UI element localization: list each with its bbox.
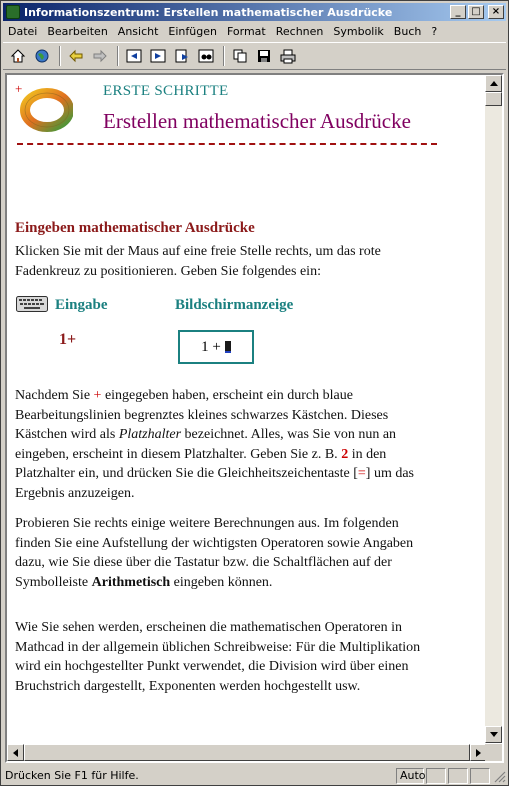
maximize-button[interactable]: □ — [468, 5, 484, 19]
column-label-display: Bildschirmanzeige — [175, 297, 294, 313]
resize-grip-icon[interactable] — [492, 769, 506, 783]
toolbar-name: Arithmetisch — [91, 574, 171, 590]
scroll-down-button[interactable] — [485, 726, 502, 743]
copy-icon[interactable] — [229, 45, 251, 67]
mathcad-logo-icon — [15, 83, 73, 133]
arrow-right-icon — [476, 749, 481, 757]
vertical-scrollbar[interactable] — [485, 75, 502, 743]
placeholder-box — [225, 341, 231, 353]
toolbar-separator — [117, 46, 119, 66]
svg-text:+: + — [15, 83, 23, 96]
menu-format[interactable]: Format — [226, 25, 266, 38]
text-run: Probieren Sie rechts einige weitere Berechnungen aus. Im folgenden finden Sie eine Aufstellung der wichtigsten Operatoren sowie Angaben dazu, wie Sie diese über die Tastatur bzw. die Schaltflächen auf der Symbolleiste — [15, 516, 414, 590]
example-display — [178, 330, 254, 364]
equals-key: = — [357, 466, 366, 481]
column-label-input: Eingabe — [55, 297, 108, 313]
status-pane-empty — [426, 768, 446, 784]
status-pane-empty — [448, 768, 468, 784]
menu-bar — [3, 22, 506, 41]
keyboard-icon — [16, 296, 48, 312]
section-title: Eingeben mathematischer Ausdrücke — [15, 220, 255, 236]
kicker: ERSTE SCHRITTE — [103, 83, 229, 99]
toolbar-separator — [59, 46, 61, 66]
menu-bearbeiten[interactable]: Bearbeiten — [47, 25, 108, 38]
arrow-down-icon — [490, 732, 498, 737]
back-arrow-icon[interactable] — [65, 45, 87, 67]
text-run: bezeichnet. Alles, was Sie von nun an eingeben, erscheint in diesem Platzhalter. Geben Sie z. B. — [15, 427, 397, 462]
dashed-divider — [17, 143, 437, 145]
example-display-text: 1 + — [201, 338, 221, 355]
key-two: 2 — [341, 446, 349, 462]
arrow-up-icon — [490, 81, 498, 86]
toolbar-separator — [223, 46, 225, 66]
text-run: eingegeben haben, erscheint ein durch blaue Bearbeitungslinien begrenztes kleines schwarzes Kästchen. Dieses Kästchen wird als — [15, 388, 389, 442]
next-topic-icon[interactable] — [147, 45, 169, 67]
forward-arrow-icon[interactable] — [89, 45, 111, 67]
term-platzhalter: Platzhalter — [118, 427, 182, 442]
intro-paragraph: Klicken Sie mit der Maus auf eine freie Stelle rechts, um das rote Fadenkreuz zu positionieren. Geben Sie folgendes ein: — [15, 244, 381, 279]
save-icon[interactable] — [253, 45, 275, 67]
help-page[interactable] — [7, 75, 487, 743]
operators-paragraph — [15, 514, 425, 592]
minimize-button[interactable]: _ — [450, 5, 466, 19]
example-input: 1+ — [59, 331, 77, 348]
horizontal-scrollbar[interactable] — [7, 744, 487, 761]
page-title: Erstellen mathematischer Ausdrücke — [103, 109, 411, 133]
scroll-up-button[interactable] — [485, 75, 502, 92]
toc-icon[interactable] — [171, 45, 193, 67]
window-title: Informationszentrum: Erstellen mathematischer Ausdrücke — [24, 5, 393, 19]
status-bar — [3, 766, 506, 785]
print-icon[interactable] — [277, 45, 299, 67]
text-run: Nachdem Sie — [15, 388, 94, 403]
arrow-left-icon — [13, 749, 18, 757]
status-pane-empty — [470, 768, 490, 784]
status-hint: Drücken Sie F1 für Hilfe. — [5, 769, 139, 782]
scroll-corner — [485, 744, 502, 761]
scroll-left-button[interactable] — [7, 744, 24, 761]
prev-topic-icon[interactable] — [123, 45, 145, 67]
home-icon[interactable] — [7, 45, 29, 67]
content-frame — [5, 73, 504, 763]
status-mode: Auto — [396, 768, 424, 784]
toolbar — [3, 42, 506, 70]
close-button[interactable]: × — [488, 5, 504, 19]
search-binoculars-icon[interactable] — [195, 45, 217, 67]
globe-icon[interactable] — [31, 45, 53, 67]
scroll-thumb-vertical[interactable] — [485, 92, 502, 106]
placeholder-paragraph — [15, 386, 425, 503]
text-run: ] um das Ergebnis anzuzeigen. — [15, 466, 414, 501]
menu-ansicht[interactable]: Ansicht — [117, 25, 159, 38]
menu-help[interactable]: ? — [431, 25, 438, 38]
menu-datei[interactable]: Datei — [8, 25, 38, 38]
menu-symbolik[interactable]: Symbolik — [333, 25, 384, 38]
title-bar[interactable] — [3, 3, 506, 21]
window-controls — [450, 5, 504, 19]
notation-paragraph: Wie Sie sehen werden, erscheinen die mathematischen Operatoren in Mathcad in der allgemein üblichen Schreibweise: Für die Multiplikation wird ein hochgestellter Punkt verwendet, die Division wird über einen Bruchstrich dargestellt, Exponenten werden hochgestellt usw. — [15, 620, 421, 694]
text-run: eingeben können. — [170, 574, 273, 590]
scroll-thumb-horizontal[interactable] — [24, 744, 470, 761]
text-run: in den Platzhalter ein, und drücken Sie die Gleichheitszeichentaste [ — [15, 446, 387, 481]
app-icon — [6, 5, 20, 19]
menu-einfuegen[interactable]: Einfügen — [168, 25, 217, 38]
menu-buch[interactable]: Buch — [393, 25, 422, 38]
menu-rechnen[interactable]: Rechnen — [275, 25, 324, 38]
plus-key: + — [93, 388, 102, 403]
